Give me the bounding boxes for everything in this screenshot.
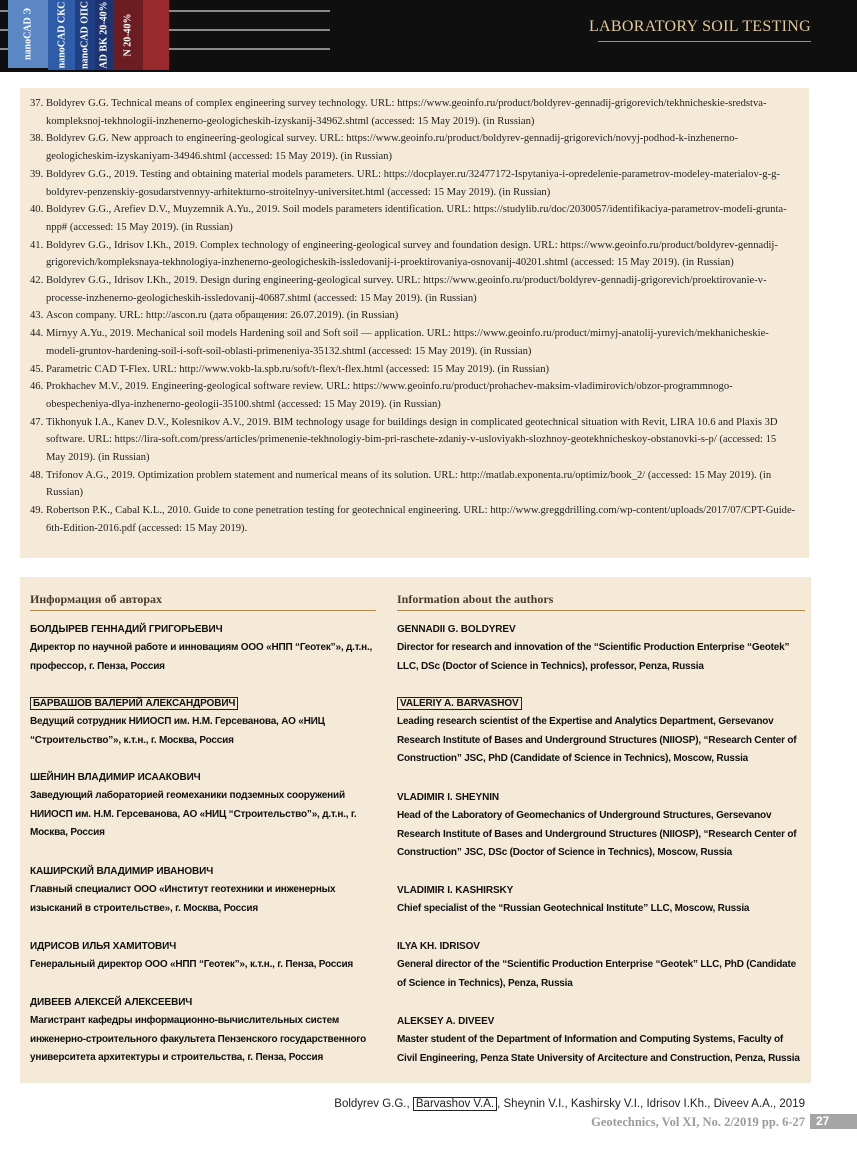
reference-text: Boldyrev G.G., Arefiev D.V., Muyzemnik A.Yu., 2019. Soil models parameters identification. URL: https://studylib.ru/doc/2030057/identifikaciya-parametrov-modeli-grunta-npp# (accessed: 15 May 2019). (in Russian): [46, 204, 787, 233]
reference-number: 39.: [30, 168, 44, 180]
reference-number: 43.: [30, 310, 44, 322]
author-entry: [397, 621, 805, 676]
reference-number: 38.: [30, 133, 44, 145]
reference-text: Tikhonyuk I.A., Kanev D.V., Kolesnikov A.V., 2019. BIM technology usage for buildings design in complicated geotechnical situation with Revit, LIRA 10.6 and Plaxis 3D software. URL: https://lira-soft.com/press/articles/primenenie-tekhnologiy-bim-pri-raschete-zdaniy-v-usloviyakh-slozhnoy-geotekhnicheskoy-obstanovki-s-p/ (accessed: 15 May 2019). (in Russian): [46, 416, 778, 464]
citation-authors: Boldyrev G.G.,: [334, 1098, 413, 1110]
reference-item: [30, 467, 797, 502]
book-spine: [8, 0, 48, 68]
book-spine-label: AD BK 20-40%: [98, 1, 110, 69]
book-spine-label: nanoCAD ОПС: [79, 0, 91, 70]
author-description: Leading research scientist of the Expertise and Analytics Department, Gersevanov Research Institute of Bases and Underground Structures (NIIOSP), “Research Center of Construction” JSC, PhD (Candidate of Science in Technics), Moscow, Russia: [397, 716, 797, 765]
reference-item: [30, 307, 797, 325]
author-description: Заведующий лабораторией геомеханики подземных сооружений НИИОСП им. Н.М. Герсеванова, АО «НИЦ “Строительство”», д.т.н., г. Москва, Россия: [30, 790, 357, 839]
reference-number: 47.: [30, 416, 44, 428]
reference-item: [30, 201, 797, 236]
author-description: General director of the “Scientific Production Enterprise “Geotek” LLC, PhD (Candidate of Science in Technics), Penza, Russia: [397, 959, 796, 989]
author-entry: [397, 882, 805, 919]
citation-highlighted-author: Barvashov V.A.: [413, 1097, 497, 1111]
reference-item: [30, 130, 797, 165]
reference-number: 40.: [30, 204, 44, 216]
citation-line: [334, 1098, 805, 1110]
author-entry: [30, 769, 376, 843]
reference-text: Ascon company. URL: http://ascon.ru (дата обращения: 26.07.2019). (in Russian): [46, 310, 399, 322]
author-name: ШЕЙНИН ВЛАДИМИР ИСААКОВИЧ: [30, 772, 201, 783]
author-name: ДИВЕЕВ АЛЕКСЕЙ АЛЕКСЕЕВИЧ: [30, 997, 193, 1008]
author-entry: [30, 994, 376, 1068]
reference-text: Prokhachev M.V., 2019. Engineering-geological software review. URL: https://www.geoinfo.ru/product/prohachev-maksim-vladimirovich/obzor-programmnogo-obespecheniya-dlya-inzhenerno-geologii-35100.shtml (accessed: 15 May 2019). (in Russian): [46, 381, 733, 410]
author-description: Master student of the Department of Information and Computing Systems, Faculty of Civil Engineering, Penza State University of Arcitecture and Construction, Penza, Russia: [397, 1034, 800, 1064]
reference-number: 49.: [30, 505, 44, 517]
author-name: ILYA KH. IDRISOV: [397, 941, 480, 952]
authors-heading-en: Information about the authors: [397, 592, 805, 611]
references-list: [20, 88, 809, 558]
book-spine-label: nanoCAD Э: [22, 7, 34, 61]
reference-text: Boldyrev G.G., Idrisov I.Kh., 2019. Complex technology of engineering-geological survey and foundation design. URL: https://www.geoinfo.ru/product/boldyrev-gennadij-grigorevich/kompleksnaya-tekhnologiya-inzhenerno-geologicheskih-issledovanij-i-proektirovaniya-osnovanij-40201.shtml (accessed: 15 May 2019). (in Russian): [46, 239, 778, 269]
reference-number: 45.: [30, 363, 44, 375]
author-entry: [30, 695, 376, 750]
reference-text: Boldyrev G.G., Idrisov I.Kh., 2019. Design during engineering-geological survey. URL: https://www.geoinfo.ru/product/boldyrev-gennadij-grigorevich/proektirovanie-v-processe-inzhenerno-geologicheskih-issledovanij-40687.shtml (accessed: 15 May 2019). (in Russian): [46, 275, 767, 304]
section-title: LABORATORY SOIL TESTING: [588, 18, 811, 35]
reference-item: [30, 237, 797, 272]
author-name: БОЛДЫРЕВ ГЕННАДИЙ ГРИГОРЬЕВИЧ: [30, 624, 223, 635]
reference-number: 46.: [30, 381, 44, 393]
reference-item: [30, 325, 797, 360]
reference-item: [30, 166, 797, 201]
book-spine-label: nanoCAD СКС: [56, 1, 67, 69]
authors-info-panel: [20, 577, 811, 1083]
reference-text: Trifonov A.G., 2019. Optimization problem statement and numerical means of its solution. URL: http://matlab.exponenta.ru/optimiz/book_2/ (accessed: 15 May 2019). (in Russian): [46, 469, 772, 499]
author-description: Ведущий сотрудник НИИОСП им. Н.М. Герсеванова, АО «НИЦ “Строительство”», к.т.н., г. Москва, Россия: [30, 716, 325, 746]
author-description: Магистрант кафедры информационно-вычислительных систем инженерно-строительного факультета Пензенского государственного университета архитектуры и строительства, г. Пенза, Россия: [30, 1015, 367, 1064]
reference-number: 48.: [30, 469, 44, 481]
reference-item: [30, 378, 797, 413]
book-spine: [95, 0, 113, 70]
book-spine: [143, 0, 169, 70]
reference-item: [30, 95, 797, 130]
author-entry: [397, 938, 805, 993]
page-header: [0, 0, 857, 72]
reference-text: Boldyrev G.G., 2019. Testing and obtaining material models parameters. URL: https://docplayer.ru/32477172-Ispytaniya-i-opredelenie-parametrov-modeley-materialov-g-g-boldyrev-penzenskiy-gosudarstvennyy-arhitekturno-stroitelnyy-universitet.html (accessed: 15 May 2019). (in Russian): [46, 168, 780, 198]
authors-heading-ru: Информация об авторах: [30, 592, 376, 611]
reference-text: Mirnyy A.Yu., 2019. Mechanical soil models Hardening soil and Soft soil — application. URL: https://www.geoinfo.ru/product/mirnyj-anatolij-yurevich/mekhanicheskie-modeli-gruntov-hardening-soil-i-soft-soil-oblasti-primeneniya-35132.shtml (accessed: 15 May 2019). (in Russian): [46, 328, 769, 357]
book-spine: [75, 0, 95, 70]
author-name: КАШИРСКИЙ ВЛАДИМИР ИВАНОВИЧ: [30, 866, 214, 877]
author-entry: [397, 695, 805, 769]
author-description: Директор по научной работе и инновациям ООО «НПП “Геотек”», д.т.н., профессор, г. Пенза, Россия: [30, 642, 373, 672]
author-description: Генеральный директор ООО «НПП “Геотек”», к.т.н., г. Пенза, Россия: [30, 959, 354, 970]
author-name: GENNADII G. BOLDYREV: [397, 624, 516, 635]
author-description: Director for research and innovation of the “Scientific Production Enterprise “Geotek” LLC, DSc (Doctor of Science in Technics), professor, Penza, Russia: [397, 642, 790, 672]
page-number: 27: [810, 1114, 857, 1129]
reference-item: [30, 361, 797, 379]
citation-authors-rest: , Sheynin V.I., Kashirsky V.I., Idrisov I.Kh., Diveev A.A., 2019: [497, 1098, 805, 1110]
journal-reference: Geotechnics, Vol XI, No. 2/2019 pp. 6-27: [591, 1115, 805, 1129]
header-divider: [598, 41, 811, 42]
reference-text: Robertson P.K., Cabal K.L., 2010. Guide to cone penetration testing for geotechnical engineering. URL: http://www.greggdrilling.com/wp-content/uploads/2017/07/CPT-Guide-6th-Edition-2016.pdf (accessed: 15 May 2019).: [46, 505, 796, 534]
reference-item: [30, 272, 797, 307]
reference-number: 42.: [30, 275, 44, 287]
authors-column-ru: [30, 592, 376, 1064]
book-spine: [113, 0, 143, 70]
authors-column-en: [397, 592, 805, 1064]
reference-text: Parametric CAD T-Flex. URL: http://www.vokb-la.spb.ru/soft/t-flex/t-flex.html (accessed: 15 May 2019). (in Russian): [46, 363, 550, 375]
author-entry: [397, 789, 805, 863]
author-entry: [30, 938, 376, 975]
book-spine-label: N 20-40%: [122, 13, 134, 57]
author-description: Head of the Laboratory of Geomechanics of Underground Structures, Gersevanov Research Institute of Bases and Underground Structures (NIIOSP), “Research Center of Construction” JSC, DSc (Doctor of Science in Technics), Moscow, Russia: [397, 810, 797, 859]
reference-number: 44.: [30, 328, 44, 340]
author-description: Главный специалист ООО «Институт геотехники и инженерных изысканий в строительстве», г. Москва, Россия: [30, 884, 336, 914]
author-entry: [30, 863, 376, 918]
reference-item: [30, 502, 797, 537]
author-entry: [397, 1013, 805, 1068]
reference-text: Boldyrev G.G. New approach to engineering-geological survey. URL: https://www.geoinfo.ru/product/boldyrev-gennadij-grigorevich/novyj-podhod-k-inzhenerno-geologicheskim-izyskaniyam-34946.shtml (accessed: 15 May 2019). (in Russian): [46, 133, 739, 163]
author-name: VALERIY A. BARVASHOV: [397, 697, 522, 710]
book-spine: [48, 0, 75, 70]
author-name: ИДРИСОВ ИЛЬЯ ХАМИТОВИЧ: [30, 941, 177, 952]
author-name: VLADIMIR I. KASHIRSKY: [397, 885, 514, 896]
reference-number: 41.: [30, 239, 44, 251]
author-entry: [30, 621, 376, 676]
author-name: БАРВАШОВ ВАЛЕРИЙ АЛЕКСАНДРОВИЧ: [30, 697, 238, 710]
reference-number: 37.: [30, 98, 44, 109]
reference-item: [30, 414, 797, 467]
author-name: ALEKSEY A. DIVEEV: [397, 1016, 495, 1027]
reference-text: Boldyrev G.G. Technical means of complex engineering survey technology. URL: https://www.geoinfo.ru/product/boldyrev-gennadij-grigorevich/tekhnicheskie-sredstva-kompleksnoj-tekhnologii-inzhenerno-geologicheskih-izyskanij-34962.shtml (accessed: 15 May 2019). (in Russian): [46, 98, 767, 127]
author-description: Chief specialist of the “Russian Geotechnical Institute” LLC, Moscow, Russia: [397, 903, 750, 914]
author-name: VLADIMIR I. SHEYNIN: [397, 792, 499, 803]
